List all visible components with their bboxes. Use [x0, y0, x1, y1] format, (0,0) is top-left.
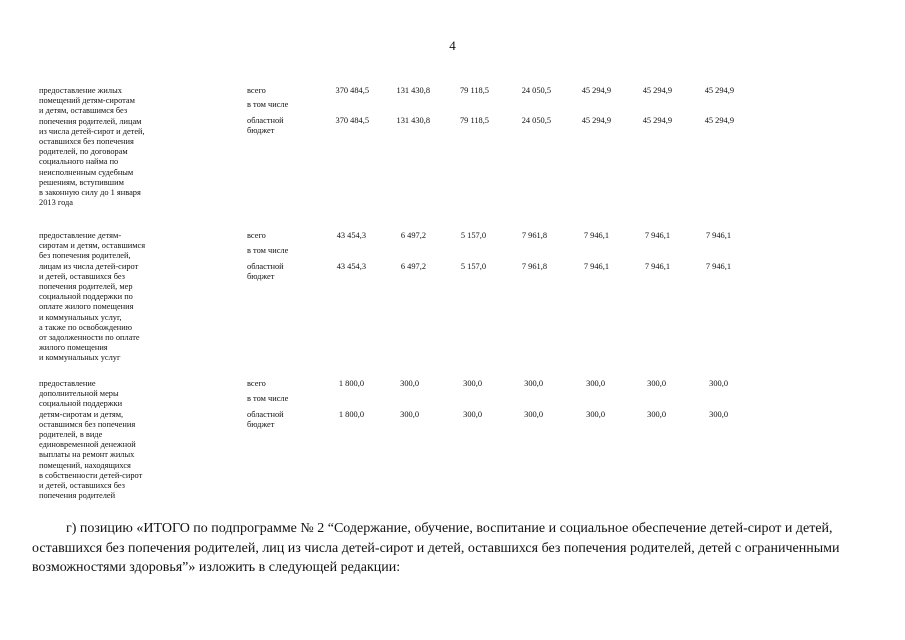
value-budget-col5: 45 294,9 [581, 116, 611, 125]
value-total-col2: 6 497,2 [400, 231, 426, 240]
value-budget-col2: 300,0 [400, 410, 419, 419]
label-total: всего [247, 86, 266, 95]
value-budget-col3: 300,0 [463, 410, 482, 419]
value-budget-col4: 24 050,5 [521, 116, 551, 125]
value-total-col6: 300,0 [647, 379, 666, 388]
row-description: предоставление детям- сиротам и детям, оставшимся без попечения родителей, лицам из числа детей-сирот и детей, оставшихся без попечения родителей, мер социальной поддержки по оплате жилого помещения и коммунальных услуг, а также по освобождению от задолженности по оплате жилого помещения и коммунальных услуг [39, 231, 146, 363]
value-budget-col3: 5 157,0 [460, 262, 486, 271]
value-total-col5: 7 946,1 [583, 231, 609, 240]
label-total: всего [247, 231, 266, 240]
value-total-col1: 1 800,0 [338, 379, 364, 388]
label-including: в том числе [247, 100, 289, 109]
value-budget-col5: 7 946,1 [583, 262, 609, 271]
label-including: в том числе [247, 394, 289, 403]
label-budget: областной бюджет [247, 262, 284, 282]
value-total-col7: 300,0 [709, 379, 728, 388]
value-total-col7: 7 946,1 [705, 231, 731, 240]
value-total-col6: 45 294,9 [642, 86, 672, 95]
value-total-col4: 300,0 [524, 379, 543, 388]
value-total-col3: 5 157,0 [460, 231, 486, 240]
value-budget-col4: 300,0 [524, 410, 543, 419]
value-total-col7: 45 294,9 [704, 86, 734, 95]
amendment-paragraph: г) позицию «ИТОГО по подпрограмме № 2 “Содержание, обучение, воспитание и социальное обеспечение детей-сирот и детей, оставшихся без попечения родителей, лиц из числа детей-сирот и детей, оставшихся без попечения родителей, детей с ограниченными возможностями здоровья”» изложить в следующей редакции: [32, 521, 840, 575]
value-budget-col5: 300,0 [586, 410, 605, 419]
value-total-col1: 43 454,3 [336, 231, 366, 240]
value-budget-col6: 7 946,1 [644, 262, 670, 271]
label-budget: областной бюджет [247, 116, 284, 136]
value-total-col2: 131 430,8 [396, 86, 430, 95]
value-total-col3: 300,0 [463, 379, 482, 388]
value-budget-col7: 7 946,1 [705, 262, 731, 271]
value-total-col5: 300,0 [586, 379, 605, 388]
value-budget-col7: 45 294,9 [704, 116, 734, 125]
label-budget: областной бюджет [247, 410, 284, 430]
value-budget-col4: 7 961,8 [521, 262, 547, 271]
label-total: всего [247, 379, 266, 388]
value-budget-col2: 6 497,2 [400, 262, 426, 271]
value-total-col1: 370 484,5 [335, 86, 369, 95]
value-total-col4: 7 961,8 [521, 231, 547, 240]
value-budget-col6: 300,0 [647, 410, 666, 419]
value-budget-col6: 45 294,9 [642, 116, 672, 125]
value-budget-col1: 43 454,3 [336, 262, 366, 271]
value-budget-col1: 1 800,0 [338, 410, 364, 419]
value-total-col4: 24 050,5 [521, 86, 551, 95]
value-total-col2: 300,0 [400, 379, 419, 388]
value-budget-col3: 79 118,5 [459, 116, 489, 125]
row-description: предоставление жилых помещений детям-сиротам и детям, оставшимся без попечения родителей, лицам из числа детей-сирот и детей, оставшихся без попечения родителей, по договорам социального найма по неисполненным судебным решениям, вступившим в законную силу до 1 января 2013 года [39, 86, 145, 208]
row-description: предоставление дополнительной меры социальной поддержки детям-сиротам и детям, оставшимся без попечения родителей, в виде единовременной денежной выплаты на ремонт жилых помещений, находящихся в собственности детей-сирот и детей, оставшихся без попечения родителей [39, 379, 143, 501]
value-budget-col1: 370 484,5 [335, 116, 369, 125]
value-budget-col2: 131 430,8 [396, 116, 430, 125]
value-total-col6: 7 946,1 [644, 231, 670, 240]
page-number: 4 [449, 38, 456, 53]
value-total-col5: 45 294,9 [581, 86, 611, 95]
label-including: в том числе [247, 246, 289, 255]
value-budget-col7: 300,0 [709, 410, 728, 419]
value-total-col3: 79 118,5 [459, 86, 489, 95]
